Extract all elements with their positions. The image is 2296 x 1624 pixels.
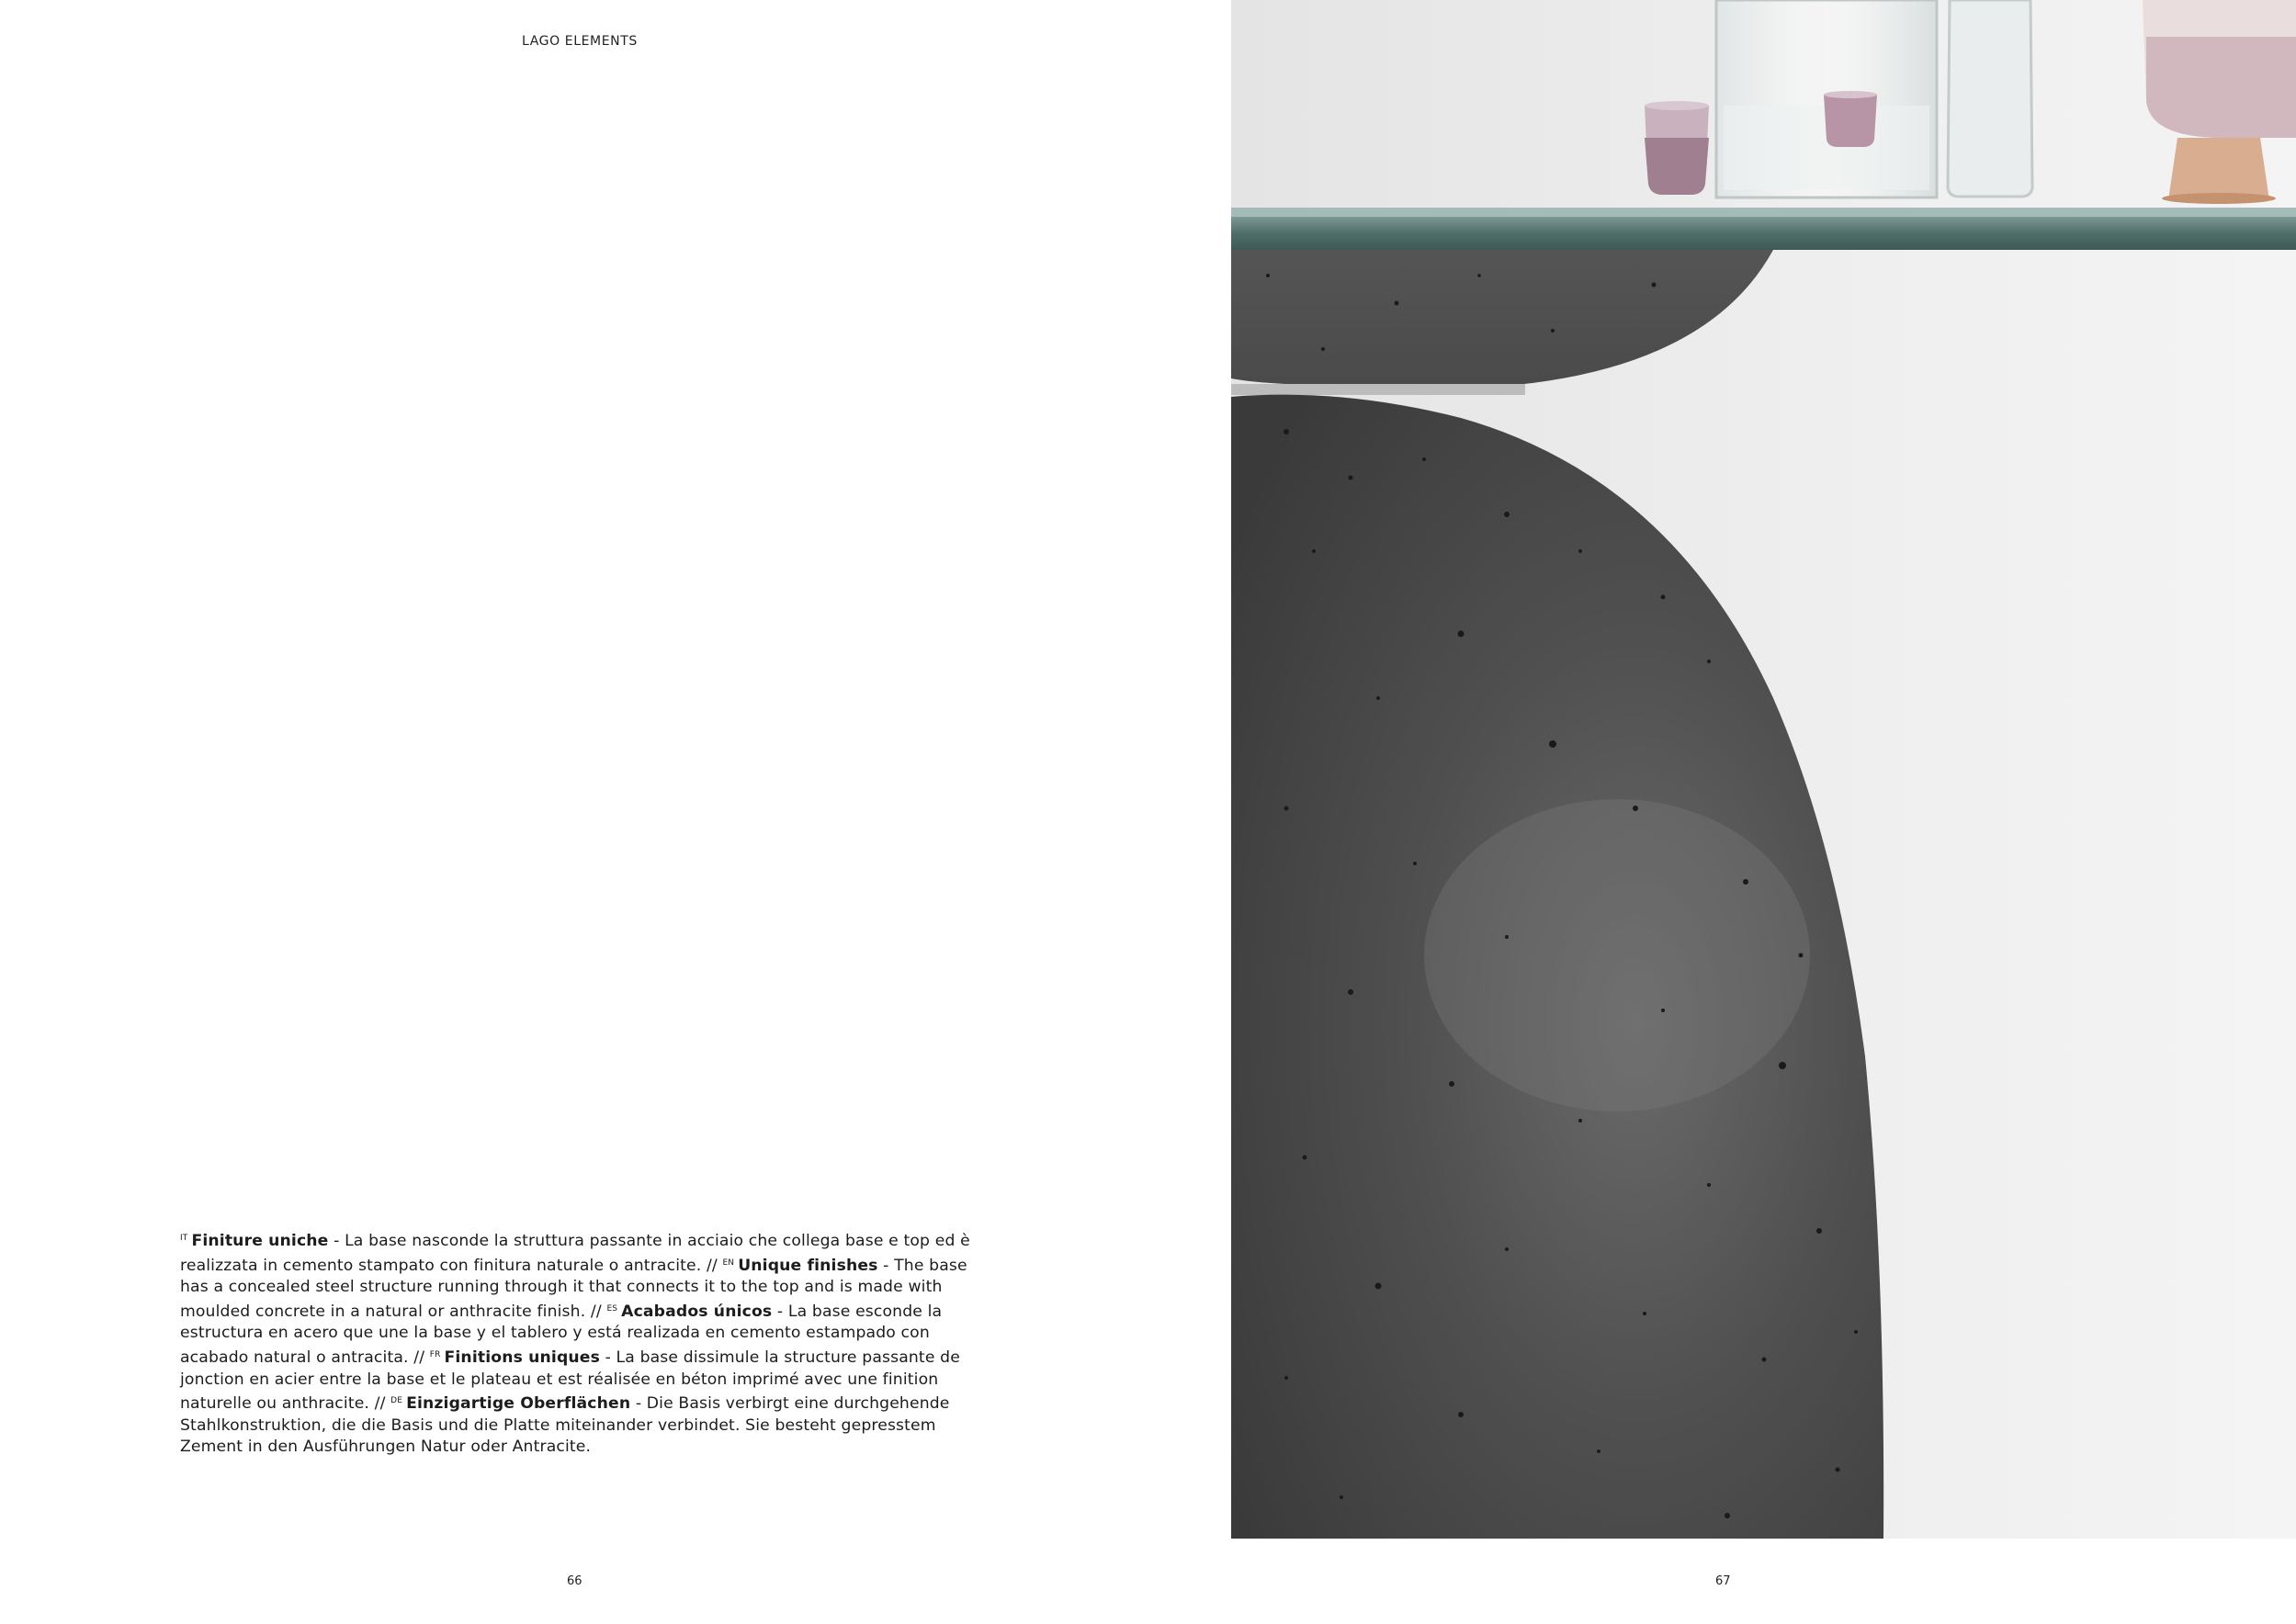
lang-tag-de: DE	[390, 1396, 403, 1406]
lang-tag-fr: FR	[429, 1349, 441, 1359]
glassware	[1645, 0, 2296, 204]
heading-es: Acabados únicos	[621, 1302, 773, 1321]
page-number-left: 66	[567, 1574, 582, 1588]
text-de: - Die Basis verbirgt eine durchgehende Stahlkonstruktion, die die Basis und die Platte miteinander verbindet. Sie besteht gepresstem Zement in den Ausführungen Natur oder Antracite.	[180, 1394, 950, 1457]
text-en: - The base has a concealed steel structure running through it that connects it to the top and is made with moulded concrete in a natural or anthracite finish. //	[180, 1256, 967, 1321]
page-number-right: 67	[1715, 1574, 1731, 1588]
lang-tag-es: ES	[606, 1303, 618, 1314]
heading-en: Unique finishes	[738, 1256, 878, 1275]
heading-it: Finiture uniche	[191, 1232, 329, 1250]
lang-tag-it: IT	[180, 1234, 188, 1243]
text-fr: - La base dissimule la structure passante de jonction en acier entre la base et le plateau et est réalisée en béton imprimé avec une finition naturelle ou anthracite. //	[180, 1348, 960, 1414]
text-es: - La base esconde la estructura en acero que une la base y el tablero y está realizada en cemento estampado con acabado natural o antracita. //	[180, 1302, 943, 1367]
page-header: LAGO ELEMENTS	[522, 34, 638, 49]
lang-tag-en: EN	[722, 1257, 735, 1268]
glass-tabletop	[1231, 208, 2296, 250]
text-it: - La base nasconde la struttura passante in acciaio che collega base e top ed è realizzata in cemento stampato con finitura naturale o antracite. //	[180, 1232, 970, 1275]
heading-de: Einzigartige Oberflächen	[406, 1394, 631, 1414]
product-photo	[1231, 0, 2296, 1539]
heading-fr: Finitions uniques	[444, 1348, 600, 1367]
product-description	[180, 1228, 989, 1459]
